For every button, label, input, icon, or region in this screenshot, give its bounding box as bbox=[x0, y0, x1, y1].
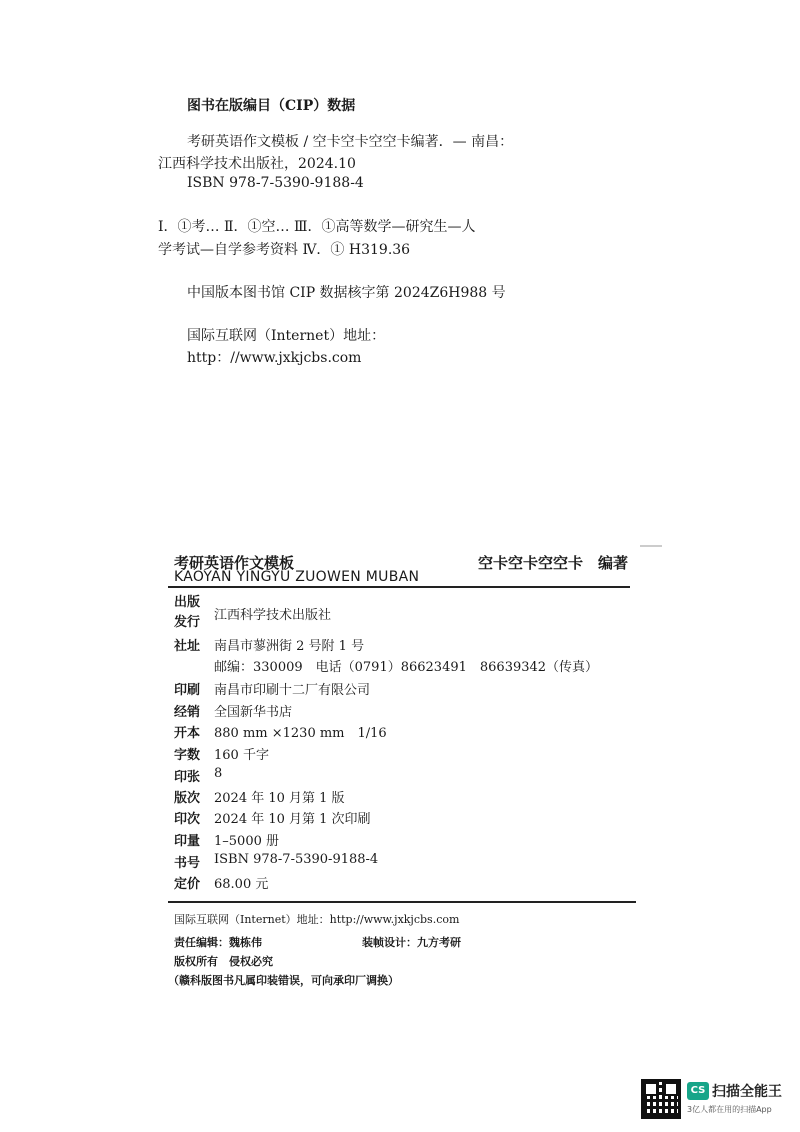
camscanner-tagline: 3亿人都在用的扫描App bbox=[687, 1105, 772, 1114]
footer-rights: 版权所有 侵权必究 bbox=[174, 955, 273, 968]
book-title-chinese: 考研英语作文模板 bbox=[174, 554, 295, 572]
sheets-label: 印张 bbox=[174, 770, 201, 785]
address-value: 南昌市蓼洲街 2 号附 1 号 bbox=[214, 639, 365, 654]
format-label: 开本 bbox=[174, 726, 201, 741]
cip-internet-label: 国际互联网（Internet）地址： bbox=[187, 328, 386, 344]
isbn-value: ISBN 978-7-5390-9188-4 bbox=[214, 852, 379, 867]
book-title-pinyin: KAOYAN YINGYU ZUOWEN MUBAN bbox=[174, 569, 420, 585]
sheets-value: 8 bbox=[214, 766, 223, 781]
cip-website: http：//www.jxkjcbs.com bbox=[187, 350, 362, 366]
cip-classification-2: 学考试—自学参考资料 Ⅳ．① H319.36 bbox=[158, 242, 411, 258]
distributor-label: 经销 bbox=[174, 705, 201, 720]
cip-classification-1: Ⅰ．①考… Ⅱ．①空… Ⅲ．①高等数学—研究生—人 bbox=[158, 219, 476, 235]
words-value: 160 千字 bbox=[214, 748, 269, 763]
printer-value: 南昌市印刷十二厂有限公司 bbox=[214, 683, 371, 698]
address-label: 社址 bbox=[174, 639, 201, 654]
publisher-label-1: 出版 bbox=[174, 595, 201, 610]
cip-isbn: ISBN 978-7-5390-9188-4 bbox=[187, 175, 364, 191]
scan-smudge bbox=[640, 545, 662, 547]
publisher-label-2: 发行 bbox=[174, 615, 201, 630]
price-label: 定价 bbox=[174, 877, 201, 892]
edition-value: 2024 年 10 月第 1 版 bbox=[214, 791, 345, 806]
printing-label: 印次 bbox=[174, 812, 201, 827]
cip-title: 图书在版编目（CIP）数据 bbox=[187, 98, 356, 114]
distributor-value: 全国新华书店 bbox=[214, 705, 293, 720]
contact-value: 邮编：330009 电话（0791）86623491 86639342（传真） bbox=[214, 660, 599, 675]
colophon-top-rule bbox=[168, 586, 630, 588]
camscanner-name: 扫描全能王 bbox=[712, 1084, 782, 1100]
cip-publisher-date: 江西科学技术出版社，2024.10 bbox=[158, 156, 356, 172]
cip-record-number: 中国版本图书馆 CIP 数据核字第 2024Z6H988 号 bbox=[187, 285, 506, 301]
edition-label: 版次 bbox=[174, 791, 201, 806]
isbn-label: 书号 bbox=[174, 856, 201, 871]
camscanner-logo-icon: CS bbox=[687, 1082, 709, 1100]
format-value: 880 mm ×1230 mm 1/16 bbox=[214, 726, 387, 741]
qr-code-icon bbox=[641, 1079, 681, 1119]
publisher-value: 江西科学技术出版社 bbox=[214, 608, 332, 623]
cip-book-info: 考研英语作文模板 / 空卡空卡空空卡编著．— 南昌： bbox=[187, 134, 514, 150]
price-value: 68.00 元 bbox=[214, 877, 269, 892]
words-label: 字数 bbox=[174, 748, 201, 763]
footer-notice: （赣科版图书凡属印装错误，可向承印厂调换） bbox=[168, 974, 399, 987]
colophon-bottom-rule bbox=[168, 901, 636, 903]
book-author: 空卡空卡空空卡 编著 bbox=[478, 554, 629, 572]
printer-label: 印刷 bbox=[174, 683, 201, 698]
printing-value: 2024 年 10 月第 1 次印刷 bbox=[214, 812, 371, 827]
footer-designer: 装帧设计：九方考研 bbox=[362, 936, 461, 949]
footer-internet: 国际互联网（Internet）地址：http://www.jxkjcbs.com bbox=[174, 913, 460, 926]
quantity-value: 1–5000 册 bbox=[214, 834, 279, 849]
footer-editor: 责任编辑：魏栋伟 bbox=[174, 936, 262, 949]
quantity-label: 印量 bbox=[174, 834, 201, 849]
